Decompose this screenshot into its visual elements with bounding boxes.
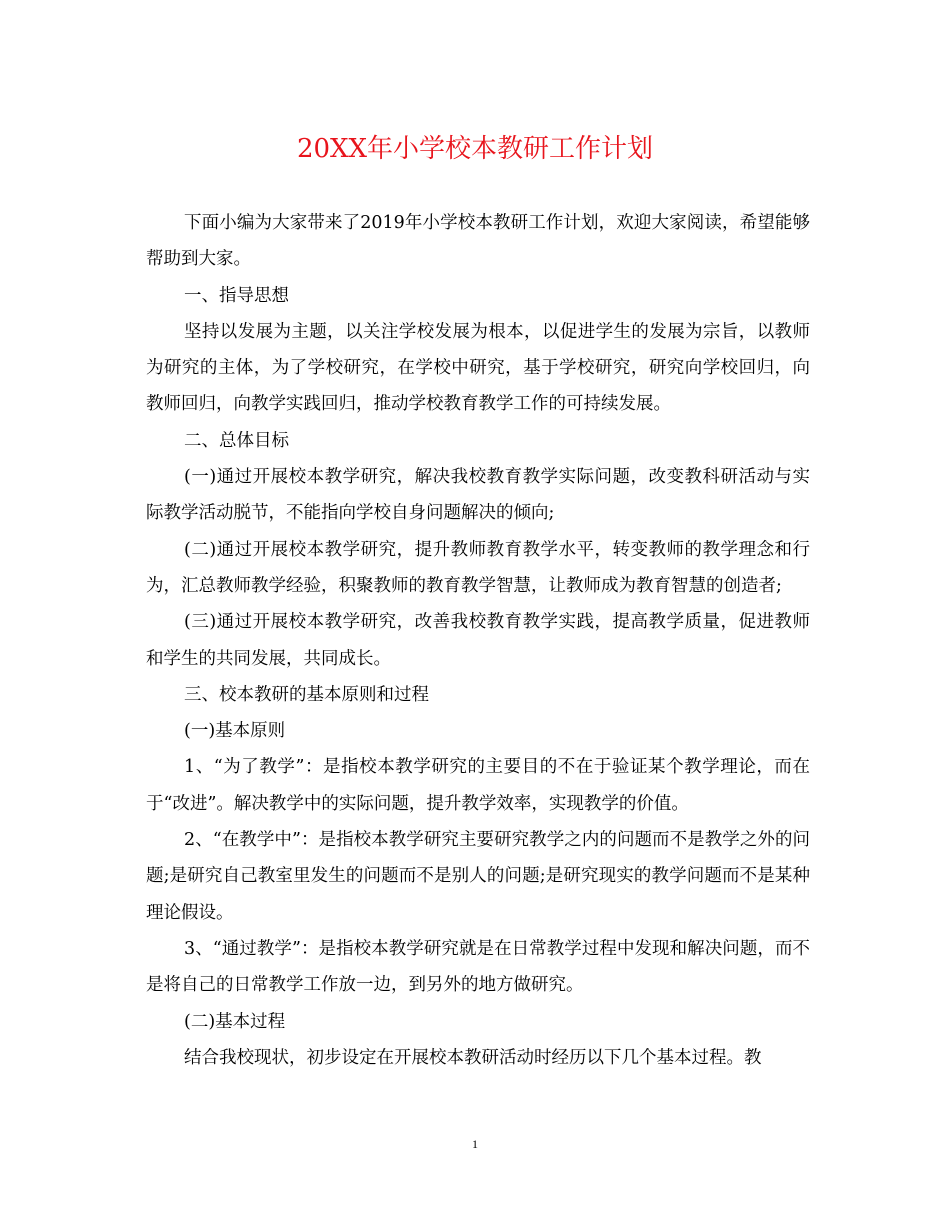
subheading-basic-principles: (一)基本原则 xyxy=(184,721,286,742)
paragraph-goal-1: (一)通过开展校本教学研究，解决我校教育教学实际问题，改变教科研活动与实际教学活动脱节，不能指向学校自身问题解决的倾向; xyxy=(146,467,810,524)
page-number: 1 xyxy=(472,1137,478,1151)
heading-principles-and-process: 三、校本教研的基本原则和过程 xyxy=(184,684,429,705)
paragraph-guiding-ideology: 坚持以发展为主题，以关注学校发展为根本，以促进学生的发展为宗旨，以教师为研究的主体，为了学校研究，在学校中研究，基于学校研究，研究向学校回归，向教师回归，向教学实践回归，推动学校教育教学工作的可持续发展。 xyxy=(146,321,810,415)
heading-overall-goals: 二、总体目标 xyxy=(184,430,289,451)
heading-guiding-ideology: 一、指导思想 xyxy=(184,285,289,306)
document-body xyxy=(146,205,810,1076)
paragraph-principle-3: 3、“通过教学”：是指校本教学研究就是在日常教学过程中发现和解决问题，而不是将自己的日常教学工作放一边，到另外的地方做研究。 xyxy=(146,938,810,996)
paragraph-process-intro: 结合我校现状，初步设定在开展校本教研活动时经历以下几个基本过程。教 xyxy=(184,1047,762,1068)
paragraph-goal-3: (三)通过开展校本教学研究，改善我校教育教学实践，提高教学质量，促进教师和学生的共同发展，共同成长。 xyxy=(146,612,810,669)
paragraph-principle-1: 1、“为了教学”：是指校本教学研究的主要目的不在于验证某个教学理论，而在于“改进”。解决教学中的实际问题，提升教学效率，实现教学的价值。 xyxy=(146,757,810,814)
subheading-basic-process: (二)基本过程 xyxy=(184,1011,286,1032)
paragraph-intro: 下面小编为大家带来了2019年小学校本教研工作计划，欢迎大家阅读，希望能够帮助到大家。 xyxy=(146,213,810,270)
paragraph-principle-2: 2、“在教学中”：是指校本教学研究主要研究教学之内的问题而不是教学之外的问题;是研究自己教室里发生的问题而不是别人的问题;是研究现实的教学问题而不是某种理论假设。 xyxy=(146,830,810,923)
paragraph-goal-2: (二)通过开展校本教学研究，提升教师教育教学水平，转变教师的教学理念和行为，汇总教师教学经验，积聚教师的教育教学智慧，让教师成为教育智慧的创造者; xyxy=(146,539,810,596)
document-title: 20XX年小学校本教研工作计划 xyxy=(296,134,654,164)
